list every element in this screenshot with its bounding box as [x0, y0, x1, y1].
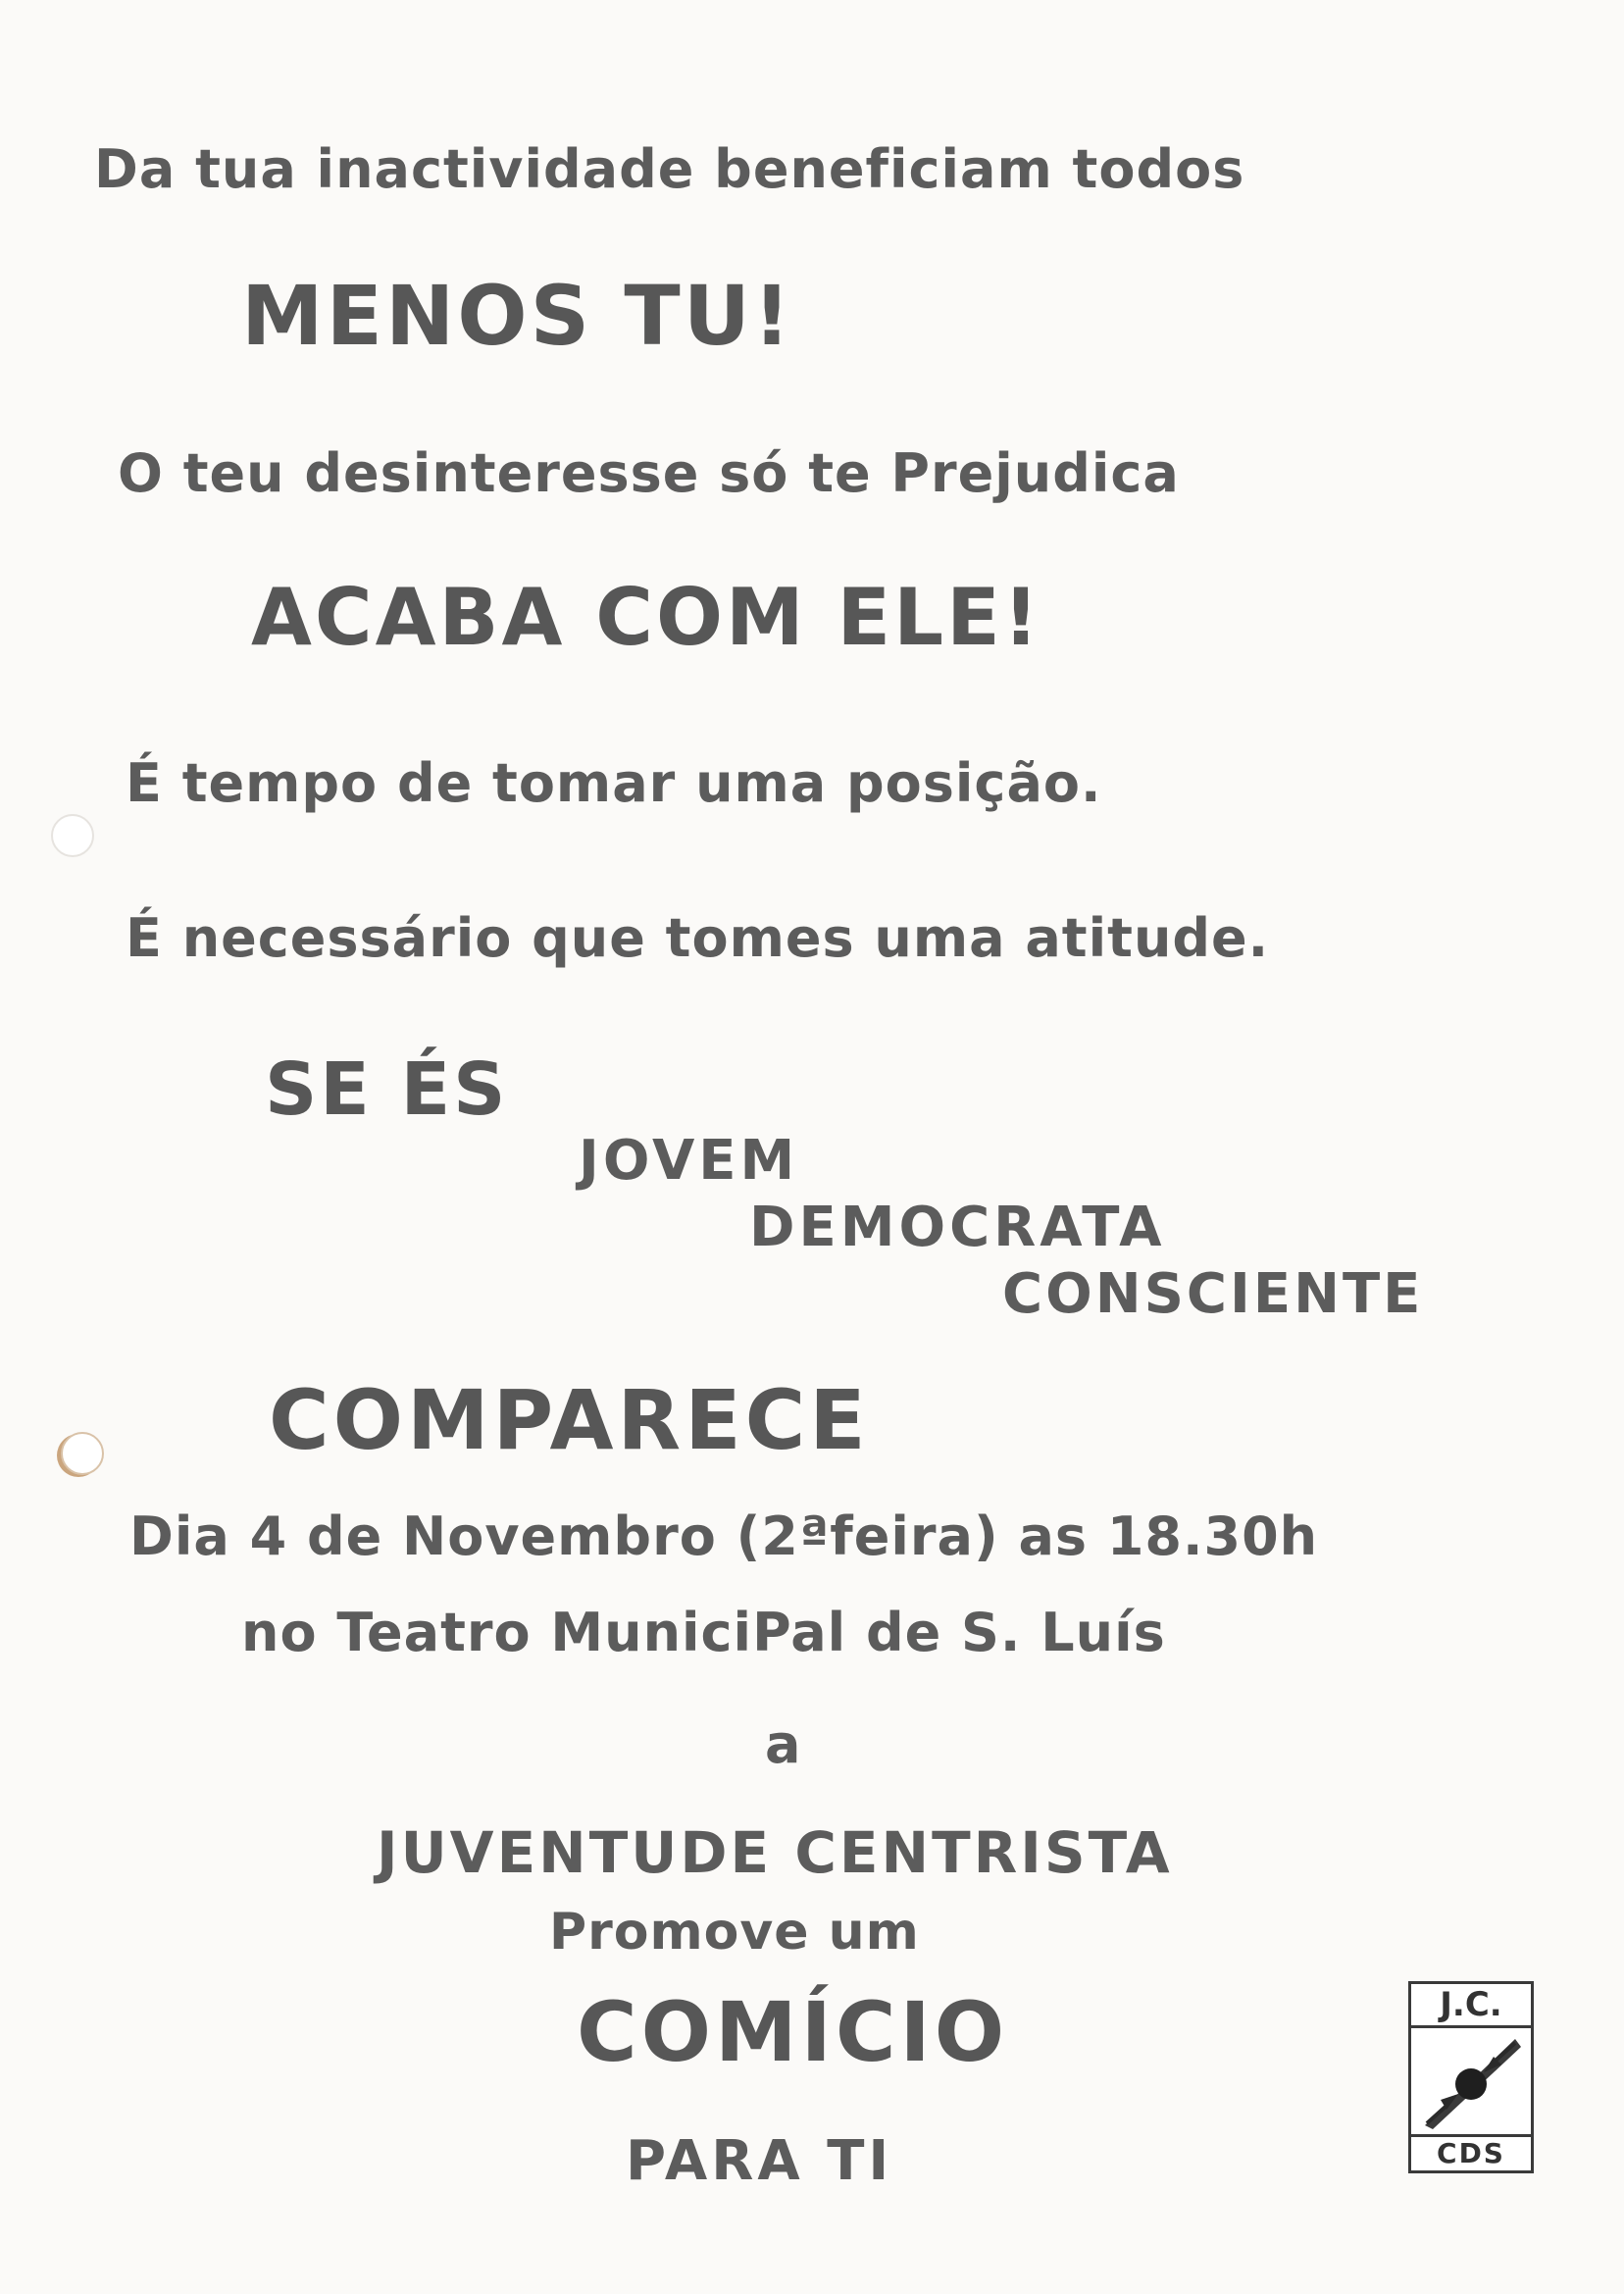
- line-para-ti: PARA TI: [626, 2129, 893, 2193]
- logo-bottom-text: CDS: [1411, 2134, 1531, 2170]
- jc-cds-logo: [1408, 1981, 1534, 2173]
- event-venue: no Teatro MuniciPal de S. Luís: [241, 1602, 1166, 1663]
- line-jovem: JOVEM: [579, 1129, 799, 1193]
- organizer-name: JUVENTUDE CENTRISTA: [377, 1819, 1173, 1886]
- event-date-time: Dia 4 de Novembro (2ªfeira) as 18.30h: [129, 1505, 1319, 1567]
- line-a: a: [765, 1713, 802, 1775]
- binder-hole-top: [51, 814, 94, 857]
- line-consciente: CONSCIENTE: [1002, 1262, 1424, 1326]
- logo-top-text: J.C.: [1411, 1984, 1531, 2028]
- headline-acaba-com-ele: ACABA COM ELE!: [251, 572, 1042, 663]
- line-desinteresse: O teu desinteresse só te Prejudica: [118, 442, 1180, 504]
- line-necessario-atitude: É necessário que tomes uma atitude.: [126, 907, 1270, 969]
- headline-menos-tu: MENOS TU!: [241, 268, 794, 364]
- headline-comicio: COMÍCIO: [577, 1984, 1009, 2080]
- line-promove-um: Promove um: [549, 1903, 920, 1962]
- line-democrata: DEMOCRATA: [749, 1196, 1166, 1259]
- headline-inactivity: Da tua inactividade beneficiam todos: [94, 138, 1245, 200]
- logo-emblem-icon: [1421, 2035, 1521, 2129]
- binder-hole-bottom: [61, 1432, 104, 1475]
- line-tempo-posicao: É tempo de tomar uma posição.: [126, 752, 1102, 814]
- line-se-es: SE ÉS: [265, 1047, 509, 1132]
- headline-comparece: COMPARECE: [269, 1372, 870, 1468]
